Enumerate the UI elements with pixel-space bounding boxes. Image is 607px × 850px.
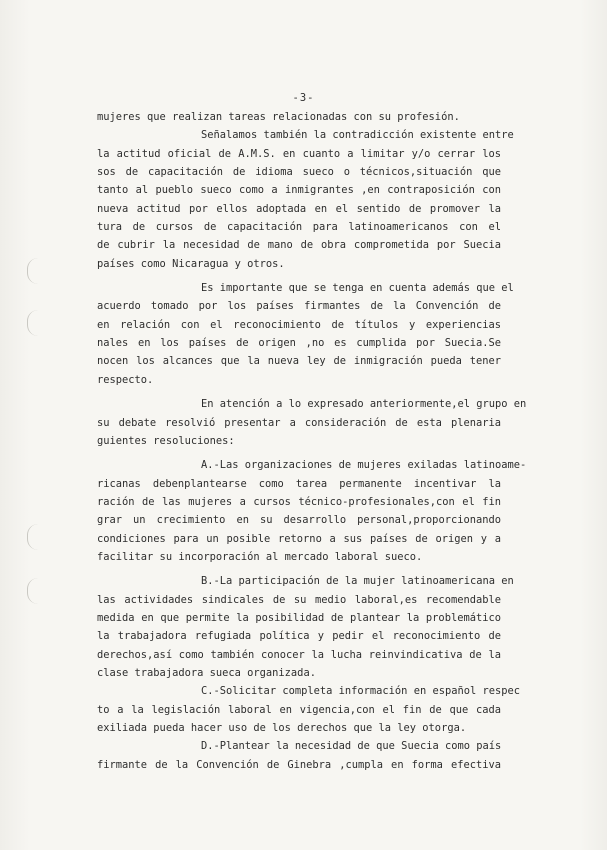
punch-hole-mark	[27, 258, 38, 284]
text-line: condiciones para un posible retorno a sus países de origen y a	[97, 532, 501, 545]
text-line: to a la legislación laboral en vigencia,con el fin de que cada	[97, 703, 501, 716]
text-line: las actividades sindicales de su medio laboral,es recomendable	[97, 593, 501, 606]
text-line: en relación con el reconocimiento de títulos y experiencias	[97, 318, 501, 331]
text-line: firmante de la Convención de Ginebra ,cumpla en forma efectiva	[97, 758, 501, 771]
text-line: nocen los alcances que la nueva ley de inmigración pueda tener	[97, 355, 501, 368]
text-line: Señalamos también la contradicción existente entre	[201, 129, 514, 142]
text-line: exiliada pueda hacer uso de los derechos que la ley otorga.	[97, 722, 467, 734]
text-line: nales en los países de origen ,no es cumplida por Suecia.Se	[97, 337, 501, 350]
text-line: clase trabajadora sueca organizada.	[97, 666, 316, 679]
text-line: países como Nicaragua y otros.	[97, 257, 285, 270]
text-line: Es importante que se tenga en cuenta además que el	[201, 282, 514, 295]
text-line: la trabajadora refugiada política y pedir el reconocimiento de	[97, 630, 501, 643]
text-line: de cubrir la necesidad de mano de obra comprometida por Suecia	[97, 239, 501, 252]
text-line: medida en que permite la posibilidad de plantear la problemático	[97, 611, 501, 624]
text-line: facilitar su incorporación al mercado laboral sueco.	[97, 550, 423, 563]
punch-hole-mark	[27, 524, 38, 550]
text-line: En atención a lo expresado anteriormente,el grupo en	[201, 398, 527, 411]
text-line: ración de las mujeres a cursos técnico-profesionales,con el fin	[97, 495, 501, 508]
body-text	[97, 108, 527, 774]
text-line: mujeres que realizan tareas relacionadas con su profesión.	[97, 111, 460, 123]
text-line: tura de cursos de capacitación para latinoamericanos con el	[97, 221, 501, 234]
punch-hole-mark	[27, 578, 38, 604]
text-line: la actitud oficial de A.M.S. en cuanto a limitar y/o cerrar los	[97, 147, 501, 160]
text-line: su debate resolvió presentar a consideración de esta plenaria	[97, 416, 501, 429]
text-line: tanto al pueblo sueco como a inmigrantes ,en contraposición con	[97, 184, 501, 197]
text-line: respecto.	[97, 373, 154, 386]
text-line: derechos,así como también conocer la lucha reinvindicativa de la	[97, 648, 501, 661]
text-line: guientes resoluciones:	[97, 434, 235, 447]
text-line: nueva actitud por ellos adoptada en el sentido de promover la	[97, 202, 501, 215]
text-line: sos de capacitación de idioma sueco o técnicos,situación que	[97, 166, 501, 179]
page-number: -3-	[292, 92, 315, 104]
text-line: A.-Las organizaciones de mujeres exiladas latinoame-	[201, 459, 527, 472]
text-line: acuerdo tomado por los países firmantes de la Convención de	[97, 300, 501, 313]
text-line: B.-La participación de la mujer latinoamericana en	[201, 575, 514, 588]
text-line: grar un crecimiento en su desarrollo personal,proporcionando	[97, 514, 501, 527]
text-line: ricanas debenplantearse como tarea permanente incentivar la	[97, 477, 501, 490]
text-line: D.-Plantear la necesidad de que Suecia como país	[201, 740, 502, 753]
text-line: C.-Solicitar completa información en español respec	[201, 685, 521, 698]
punch-hole-mark	[27, 310, 38, 336]
